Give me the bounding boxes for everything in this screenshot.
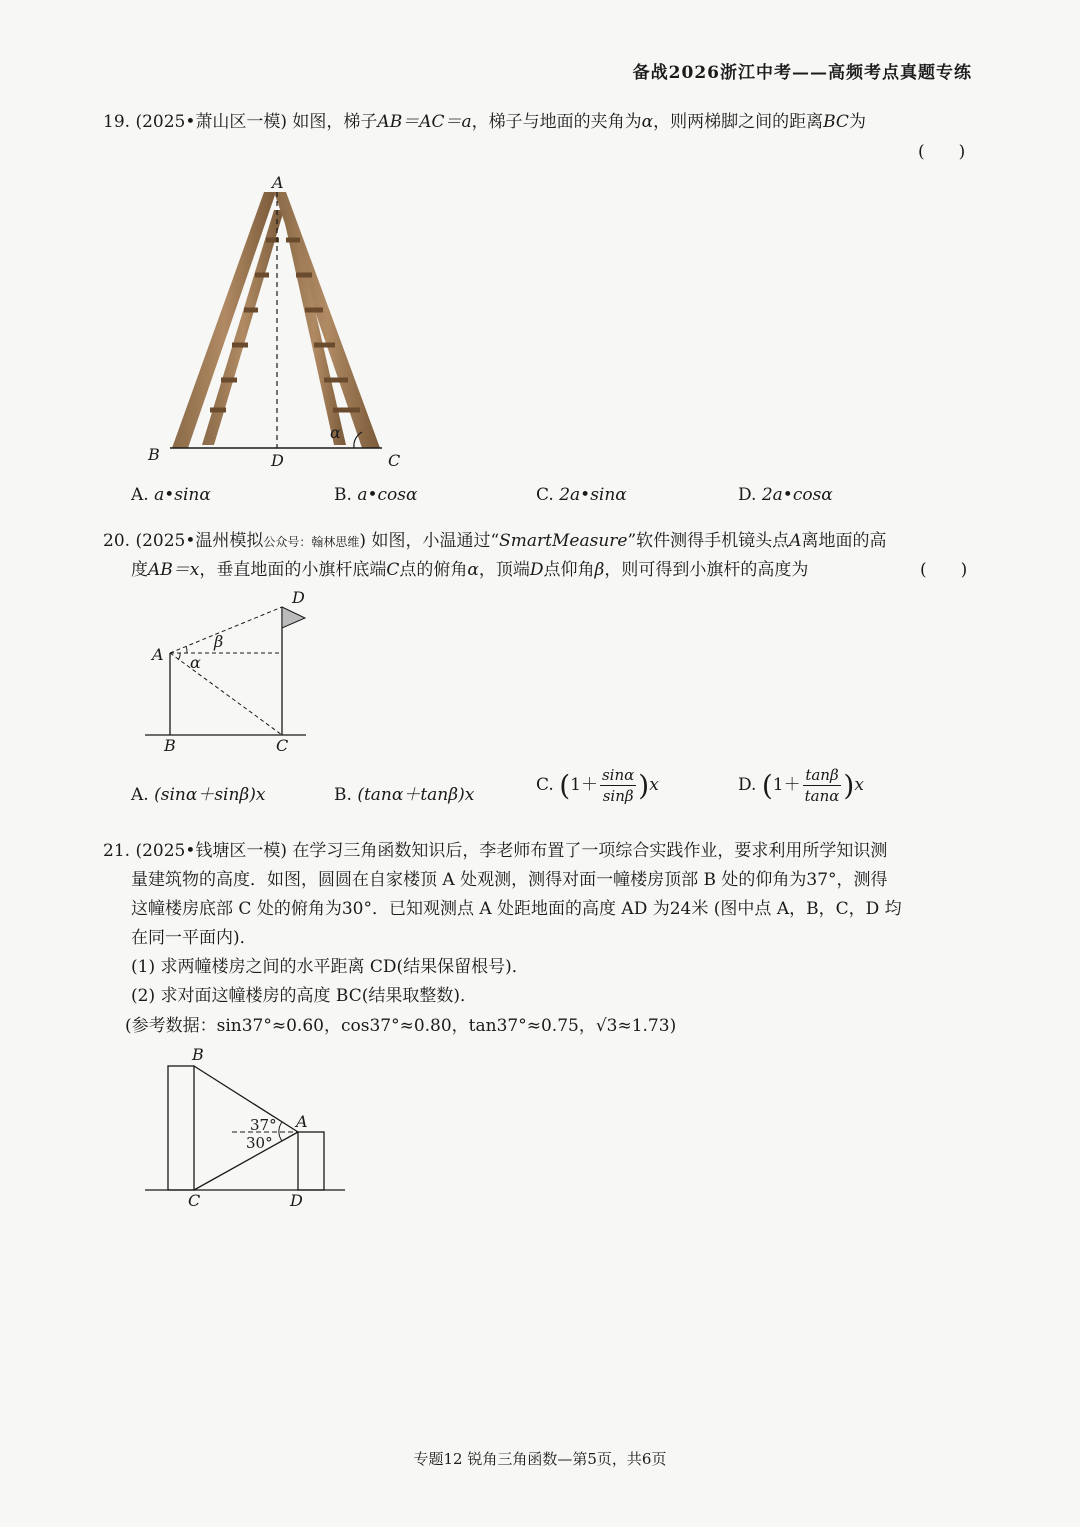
q19-stem — [103, 108, 866, 136]
q21-stem-line1: 21. (2025•钱塘区一模) 在学习三角函数知识后，李老师布置了一项综合实践作业，要求利用所学知识测 — [103, 841, 888, 861]
q19-ladder-figure — [140, 170, 420, 475]
right-ladder — [274, 192, 380, 448]
angle-arc-alpha — [178, 653, 180, 660]
label-d: D — [292, 588, 305, 607]
q20-source-note: 公众号：翰林思维 — [263, 535, 360, 549]
q19-stem-text-1: 如图，梯子 — [292, 112, 378, 132]
left-ladder — [172, 192, 284, 448]
q21-part-1: (1) 求两幢楼房之间的水平距离 CD(结果保留根号)． — [131, 957, 529, 977]
q21-buildings-figure — [140, 1042, 350, 1212]
q19-number: 19. — [103, 112, 131, 132]
label-c: C — [276, 736, 289, 755]
q20-answer-blank[interactable]: ( ) — [920, 560, 968, 580]
q19-option-c[interactable]: C. 2a•sinα — [536, 485, 627, 505]
q21-stem-line3: 这幢楼房底部 C 处的俯角为30°．已知观测点 A 处距地面的高度 AD 为24米 (图中点 A，B，C，D 均 — [131, 899, 902, 919]
label-alpha: α — [330, 423, 341, 442]
label-a: A — [272, 173, 284, 192]
q20-source: (2025•温州模拟 — [135, 531, 264, 551]
q19-stem-text-4: 为 — [848, 112, 866, 132]
q21-source: (2025•钱塘区一模) — [135, 841, 288, 861]
q19-stem-text-2: ，梯子与地面的夹角为 — [471, 112, 642, 132]
building-bc — [168, 1066, 194, 1190]
label-b: B — [192, 1045, 204, 1064]
label-b: B — [164, 736, 176, 755]
q20-option-d[interactable]: D. (1＋ $\frac{\tan\beta}{\tan\alpha}$ )x — [738, 766, 864, 805]
flag — [282, 607, 305, 628]
line-ab — [194, 1066, 298, 1132]
line-ac — [170, 653, 282, 735]
page-footer: 专题12 锐角三角函数—第5页，共6页 — [413, 1450, 667, 1468]
q19-stem-text-3: ，则两梯脚之间的距离 — [653, 112, 824, 132]
q20-option-c[interactable]: C. (1＋ $\frac{\sin\alpha}{\sin\beta}$ )x — [536, 766, 659, 805]
line-ad — [170, 607, 282, 653]
q20-option-a[interactable]: A. (sinα＋sinβ)x — [131, 785, 266, 805]
page-header: 备战2026浙江中考——高频考点真题专练 — [632, 63, 972, 83]
q20-app-name: SmartMeasure — [499, 531, 628, 551]
q19-option-d[interactable]: D. 2a•cosα — [738, 485, 833, 505]
label-beta: β — [214, 632, 224, 651]
q19-alpha: α — [641, 112, 654, 132]
q19-source: (2025•萧山区一模) — [135, 112, 288, 132]
angle-arc-beta — [186, 646, 187, 653]
q19-option-b[interactable]: B. a•cosα — [334, 485, 418, 505]
q19-option-a[interactable]: A. a•sinα — [131, 485, 211, 505]
label-a: A — [152, 645, 164, 664]
label-d: D — [290, 1191, 303, 1210]
label-a: A — [296, 1112, 308, 1131]
q21-reference-data: (参考数据：sin37°≈0.60，cos37°≈0.80，tan37°≈0.75，√3≈1.73) — [125, 1016, 677, 1036]
q20-stem-line1: 20. (2025•温州模拟公众号：翰林思维) 如图，小温通过“SmartMeasure”软件测得手机镜头点A离地面的高 — [103, 531, 887, 551]
label-d: D — [271, 451, 284, 470]
label-alpha: α — [190, 653, 201, 672]
q20-number: 20. — [103, 531, 131, 551]
label-c: C — [388, 451, 401, 470]
building-ad — [298, 1132, 324, 1190]
q19-bc: BC — [823, 112, 849, 132]
q20-option-b[interactable]: B. (tanα＋tanβ)x — [334, 785, 475, 805]
label-b: B — [148, 445, 160, 464]
q19-answer-blank[interactable]: ( ) — [918, 142, 966, 162]
label-angle-37: 37° — [250, 1116, 277, 1134]
q21-part-2: (2) 求对面这幢楼房的高度 BC(结果取整数)． — [131, 986, 477, 1006]
q21-stem-line4: 在同一平面内)． — [131, 928, 257, 948]
label-c: C — [188, 1191, 201, 1210]
q19-ab-ac: AB＝AC＝a — [377, 112, 472, 132]
label-angle-30: 30° — [246, 1134, 273, 1152]
q20-stem-line2: 度AB＝x，垂直地面的小旗杆底端C点的俯角α，顶端D点仰角β，则可得到小旗杆的高度为 — [131, 560, 809, 580]
q21-stem-line2: 量建筑物的高度．如图，圆圆在自家楼顶 A 处观测，测得对面一幢楼房顶部 B 处的仰角为37°，测得 — [131, 870, 888, 890]
q20-flagpole-figure — [140, 585, 320, 760]
q21-number: 21. — [103, 841, 131, 861]
